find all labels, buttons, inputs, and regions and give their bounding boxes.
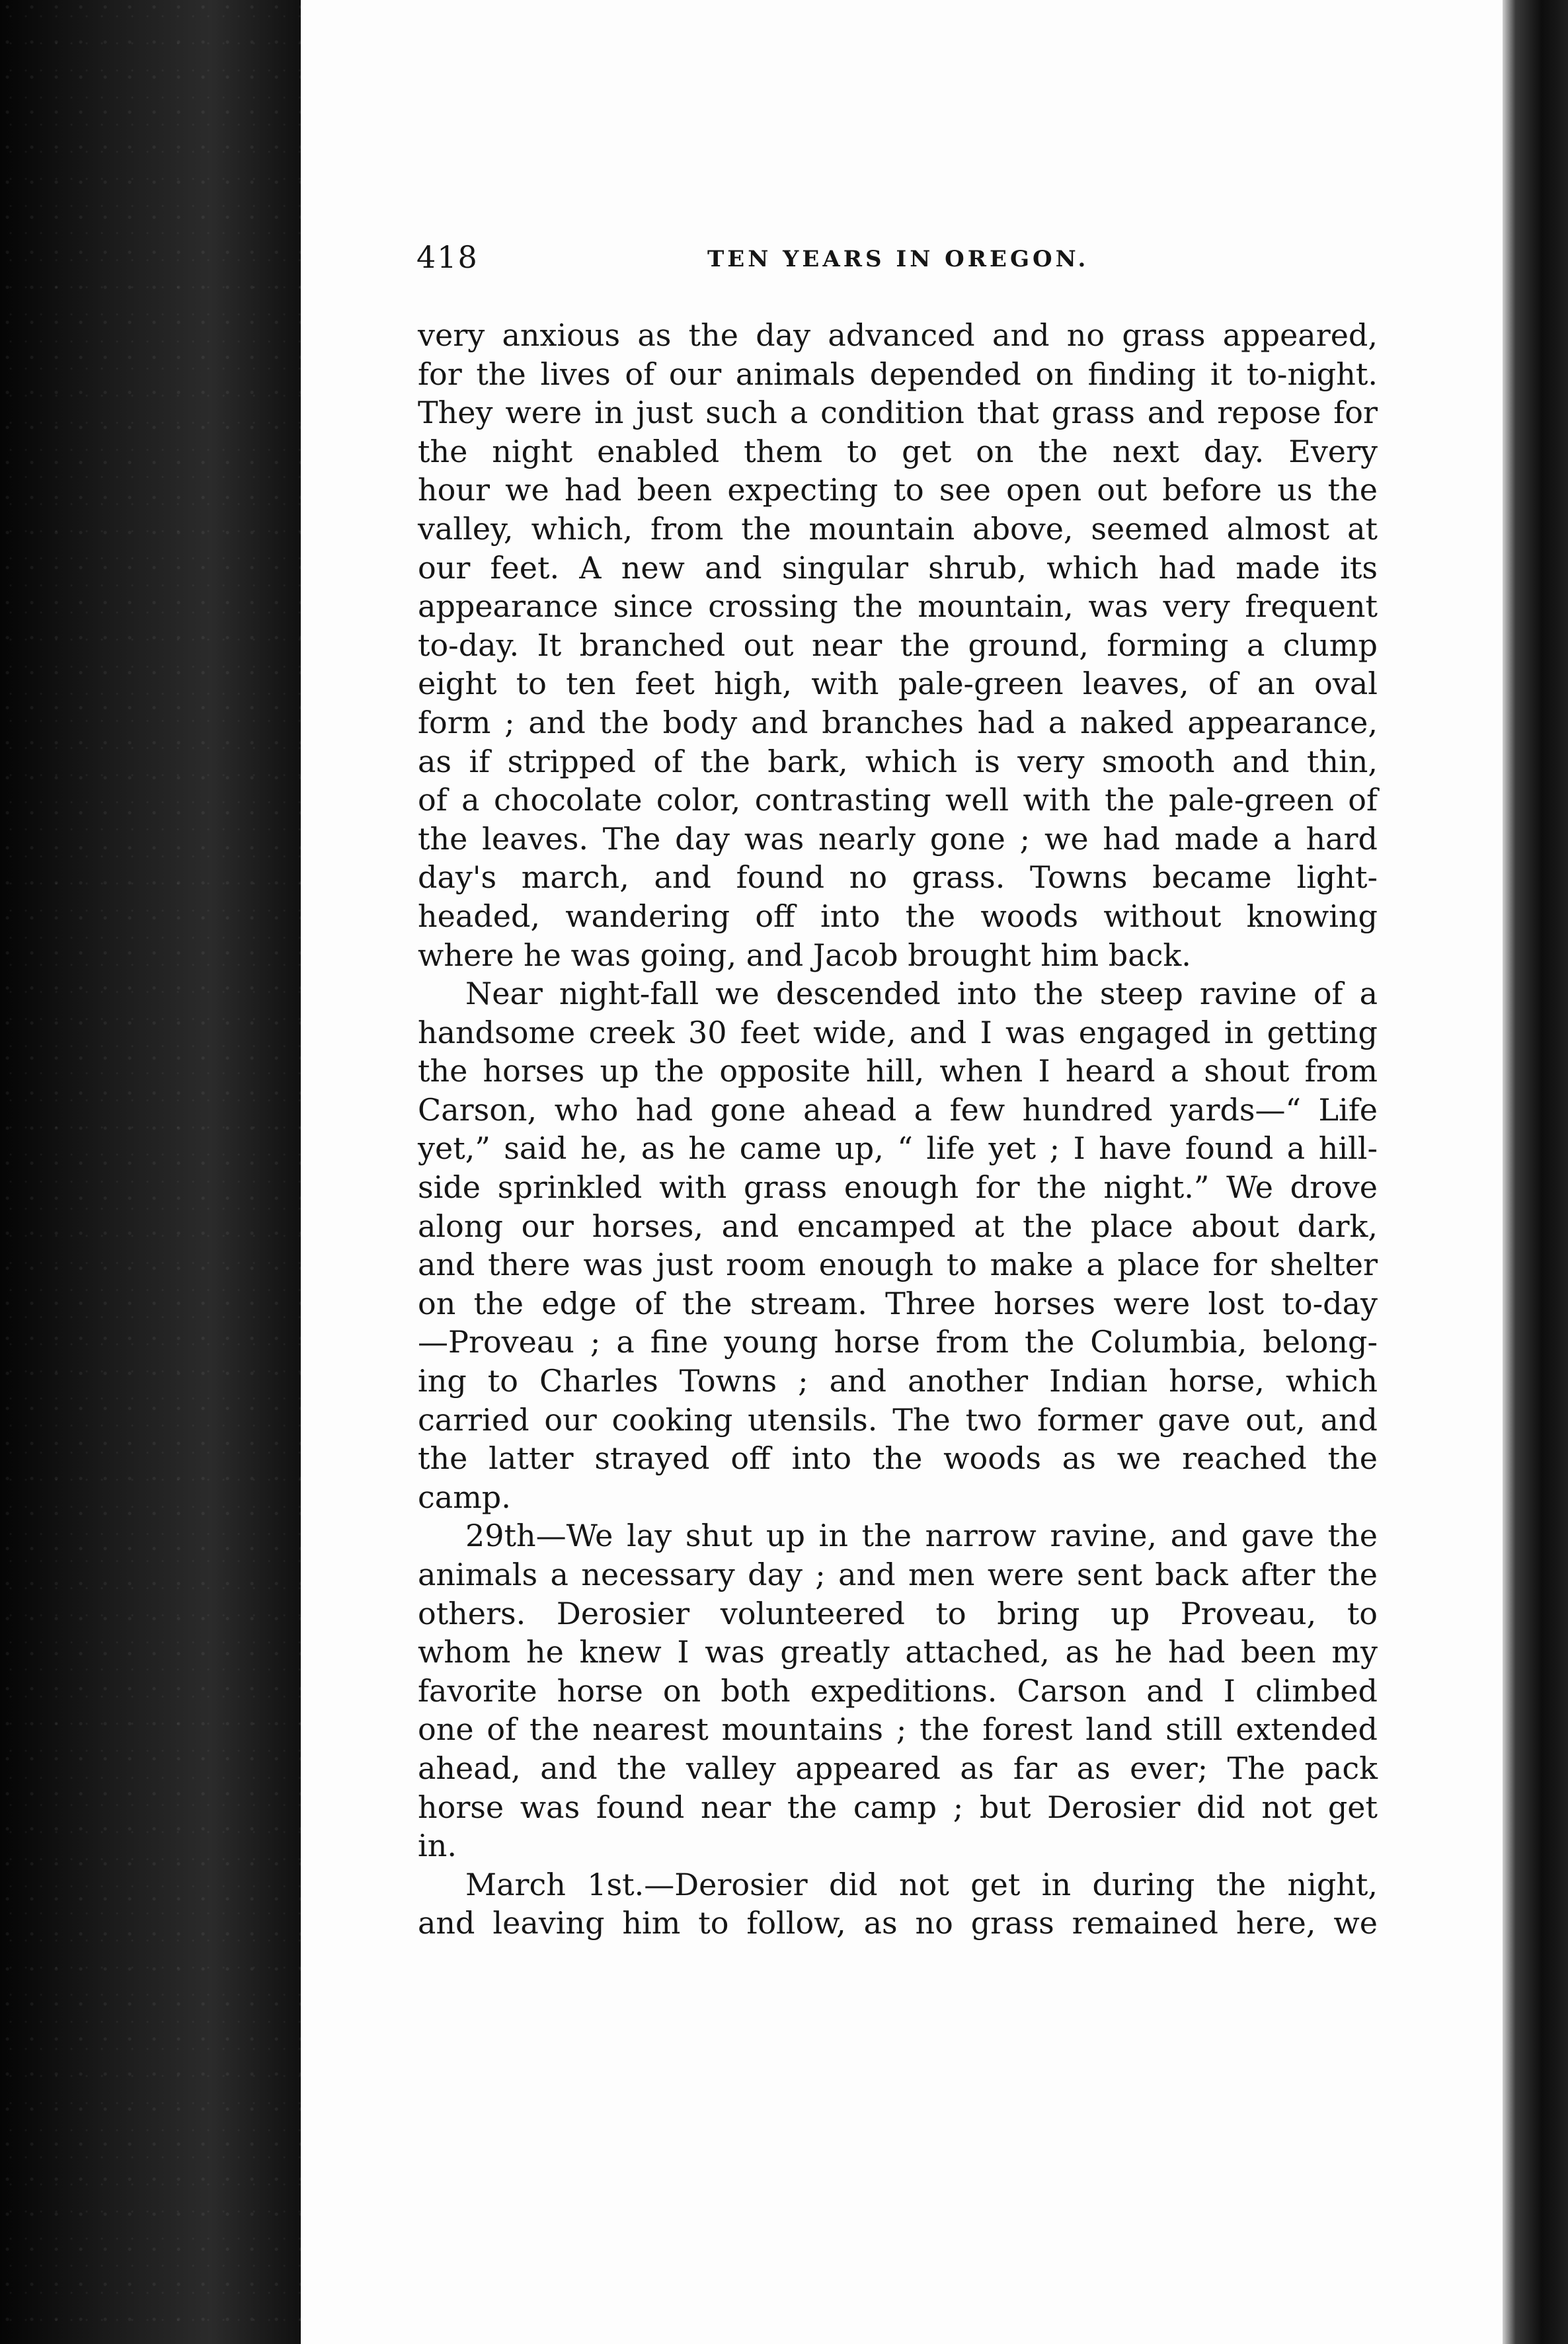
page-number: 418 (416, 239, 479, 275)
text-line: ahead, and the valley appeared as far as ever; The pack (418, 1750, 1378, 1786)
text-line: camp. (418, 1479, 511, 1515)
book-gutter (0, 0, 301, 2344)
text-line: and there was just room enough to make a place for shelter (418, 1247, 1378, 1283)
text-line: day's march, and found no grass. Towns became light- (418, 859, 1378, 896)
text-line: handsome creek 30 feet wide, and I was engaged in getting (418, 1014, 1378, 1050)
text-line: carried our cooking utensils. The two former gave out, and (418, 1401, 1378, 1438)
text-line: the leaves. The day was nearly gone ; we had made a hard (418, 820, 1378, 857)
text-line: yet,” said he, as he came up, “ life yet ; I have found a hill- (418, 1130, 1378, 1167)
text-line: March 1st.—Derosier did not get in during the night, (465, 1866, 1378, 1902)
text-line: the latter strayed off into the woods as we reached the (418, 1440, 1378, 1477)
text-line: hour we had been expecting to see open out before us the (418, 472, 1378, 508)
text-line: side sprinkled with grass enough for the night.” We drove (418, 1169, 1378, 1206)
text-line: the horses up the opposite hill, when I heard a shout from (418, 1053, 1378, 1089)
text-line: Near night-fall we descended into the steep ravine of a (465, 976, 1378, 1012)
text-line: They were in just such a condition that grass and repose for (418, 395, 1378, 431)
body-text (418, 316, 1378, 1943)
paragraph-1 (418, 316, 1378, 974)
text-line: of a chocolate color, contrasting well with the pale-green of (418, 782, 1378, 818)
text-line: our feet. A new and singular shrub, which had made its (418, 549, 1378, 586)
text-line: horse was found near the camp ; but Derosier did not get (418, 1789, 1378, 1825)
book-edge (1503, 0, 1568, 2344)
text-line: as if stripped of the bark, which is very smooth and thin, (418, 743, 1378, 779)
text-line: animals a necessary day ; and men were sent back after the (418, 1557, 1378, 1592)
text-line: for the lives of our animals depended on finding it to-night. (418, 356, 1378, 392)
text-line: —Proveau ; a fine young horse from the Columbia, belong- (418, 1324, 1378, 1360)
page-header (416, 239, 1382, 279)
text-line: where he was going, and Jacob brought him back. (418, 937, 1191, 973)
paragraph-4 (418, 1865, 1378, 1943)
text-line: others. Derosier volunteered to bring up Proveau, to (418, 1595, 1378, 1631)
text-line: to-day. It branched out near the ground, forming a clump (418, 627, 1378, 663)
text-line: one of the nearest mountains ; the forest land still extended (418, 1711, 1378, 1748)
text-line: appearance since crossing the mountain, was very frequent (418, 588, 1378, 625)
text-line: favorite horse on both expeditions. Carson and I climbed (418, 1672, 1378, 1709)
text-line: valley, which, from the mountain above, seemed almost at (418, 510, 1378, 547)
text-line: Carson, who had gone ahead a few hundred yards—“ Life (418, 1091, 1378, 1128)
text-line: form ; and the body and branches had a naked appearance, (418, 704, 1378, 740)
text-line: very anxious as the day advanced and no grass appeared, (418, 317, 1378, 353)
text-line: headed, wandering off into the woods without knowing (418, 898, 1378, 934)
text-line: on the edge of the stream. Three horses were lost to-day (418, 1285, 1378, 1321)
text-line: the night enabled them to get on the next day. Every (418, 433, 1378, 469)
text-line: 29th—We lay shut up in the narrow ravine, and gave the (465, 1518, 1378, 1554)
text-line: ing to Charles Towns ; and another Indian horse, which (418, 1363, 1378, 1399)
text-line: and leaving him to follow, as no grass remained here, we (418, 1905, 1378, 1941)
text-line: in. (418, 1828, 457, 1864)
text-line: whom he knew I was greatly attached, as he had been my (418, 1634, 1378, 1670)
text-line: eight to ten feet high, with pale-green leaves, of an oval (418, 666, 1378, 702)
paragraph-3 (418, 1516, 1378, 1865)
paragraph-2 (418, 974, 1378, 1516)
text-line: along our horses, and encamped at the place about dark, (418, 1208, 1378, 1244)
running-head: TEN YEARS IN OREGON. (707, 246, 1089, 272)
